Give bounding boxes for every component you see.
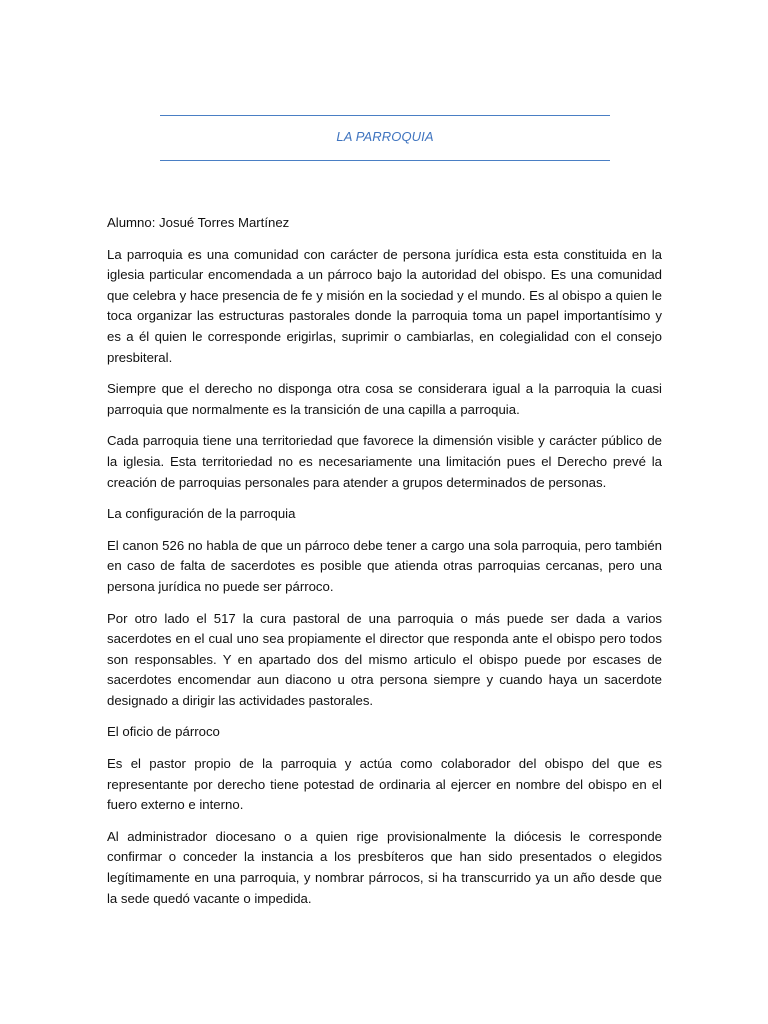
paragraph-intro: La parroquia es una comunidad con carácter de persona jurídica esta esta constituida en la iglesia particular encomendada a un párroco bajo la autoridad del obispo. Es una comunidad que celebra y hace presencia de fe y misión en la sociedad y el mundo. Es al obispo a quien le toca organizar las estructuras pastorales donde la parroquia toma un papel importantísimo y es a él quien le corresponde erigirlas, suprimir o cambiarlas, en colegialidad con el consejo presbiteral. bbox=[107, 246, 662, 365]
paragraph-pastor-propio: Es el pastor propio de la parroquia y actúa como colaborador del obispo del que es representante por derecho tiene potestad de ordinaria al ejercer en nombre del obispo en el fuero externo e interno. bbox=[107, 756, 662, 813]
paragraph-cuasi-parroquia: Siempre que el derecho no disponga otra cosa se considerara igual a la parroquia la cuasi parroquia que normalmente es la transición de una capilla a parroquia. bbox=[107, 381, 662, 417]
author-line: Alumno: Josué Torres Martínez bbox=[107, 215, 290, 230]
section-heading-oficio: El oficio de párroco bbox=[107, 724, 220, 740]
paragraph-canon-517: Por otro lado el 517 la cura pastoral de una parroquia o más puede ser dada a varios sacerdotes en el cual uno sea propiamente el director que responda ante el obispo pero todos son responsables. Y en apartado dos del mismo articulo el obispo puede por escases de sacerdotes encomendar aun diacono u otra persona siempre y cuando haya un sacerdote designado a dirigir las actividades pastorales. bbox=[107, 610, 662, 708]
paragraph-administrador: Al administrador diocesano o a quien rige provisionalmente la diócesis le corresponde confirmar o conceder la instancia a los presbíteros que han sido presentados o elegidos legítimamente en una parroquia, y nombrar párrocos, si ha transcurrido ya un año desde que la sede quedó vacante o impedida. bbox=[107, 828, 662, 906]
title-block bbox=[160, 115, 610, 161]
document-body bbox=[107, 213, 662, 920]
document-title: LA PARROQUIA bbox=[336, 129, 434, 144]
section-heading-configuracion: La configuración de la parroquia bbox=[107, 506, 296, 522]
paragraph-canon-526: El canon 526 no habla de que un párroco debe tener a cargo una sola parroquia, pero también en caso de falta de sacerdotes es posible que atienda otras parroquias cercanas, pero una persona jurídica no puede ser párroco. bbox=[107, 537, 662, 594]
paragraph-territoriedad: Cada parroquia tiene una territoriedad que favorece la dimensión visible y carácter público de la iglesia. Esta territoriedad no es necesariamente una limitación pues el Derecho prevé la creación de parroquias personales para atender a grupos determinados de personas. bbox=[107, 433, 662, 490]
